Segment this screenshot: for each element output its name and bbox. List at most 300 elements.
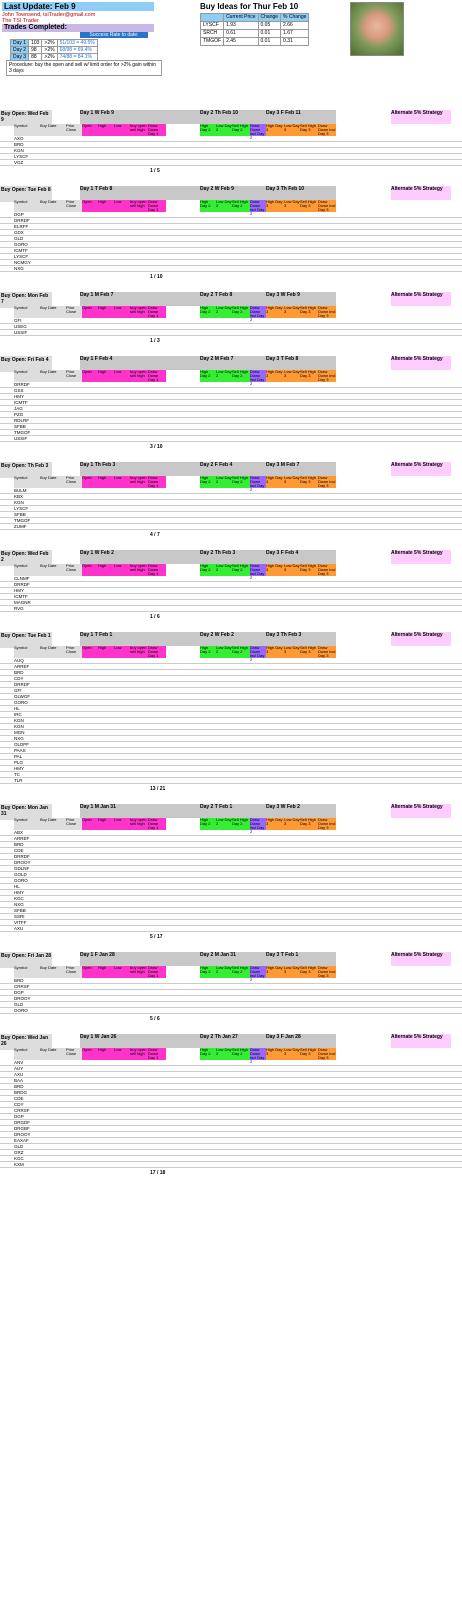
column-header: buy open sell high [130, 124, 148, 136]
row-symbol: GSS [14, 388, 24, 393]
column-header: Sell High Day 3 [300, 306, 318, 318]
column-header: Sell High Day 3 [300, 124, 318, 136]
alt-strategy-label: Alternate 5% Strategy [391, 1034, 451, 1048]
column-header: Symbol [14, 476, 40, 488]
row-symbol: HMY [14, 394, 24, 399]
column-header: Draw Down Day 1 [148, 124, 166, 136]
row-symbol: CRRSF [14, 1108, 30, 1113]
trade-section [0, 804, 462, 946]
column-header: High Day 3 [266, 124, 284, 136]
column-header: Prior Close [66, 646, 82, 658]
day1-label: Day 1 T Feb 8 [80, 186, 200, 200]
column-header: Prior Close [66, 818, 82, 830]
row-symbol: DGP [14, 212, 24, 217]
column-header: buy open sell high [130, 1048, 148, 1060]
day1-label: Day 1 M Feb 7 [80, 292, 200, 306]
row-symbol: EAXAF [14, 1138, 29, 1143]
column-header: Draw Down incl Day 3 [318, 563, 336, 576]
column-header: High Day 2 [200, 306, 216, 318]
alt-strategy-label: Alternate 5% Strategy [391, 110, 451, 124]
row-symbol: TMGOF [14, 518, 31, 523]
column-header: Sell High Day 3 [300, 818, 318, 830]
column-header: Low Day 2 [216, 818, 232, 830]
row-symbol: GORO [14, 242, 28, 247]
row-symbol: VITFF [14, 920, 27, 925]
row-symbol: GOLD [14, 872, 27, 877]
column-header: Sell High Day 2 [232, 818, 250, 830]
table-row [0, 330, 462, 336]
column-header: High [98, 370, 114, 382]
success-rate-label: Success Rate to date: [80, 32, 148, 38]
row-symbol: SFBB [14, 424, 26, 429]
row-symbol: LYSCF [14, 254, 29, 259]
column-header: Low Day 3 [284, 200, 300, 212]
section-ratio: 1 / 3 [150, 338, 160, 344]
column-header: Open [82, 370, 98, 382]
trade-section [0, 186, 462, 286]
column-header: High Day 2 [200, 818, 216, 830]
column-header: buy open sell high [130, 476, 148, 488]
column-header: Buy Date [40, 370, 66, 382]
column-header: Low [114, 966, 130, 978]
trade-section [0, 462, 462, 544]
day3-label: Day 3 F Feb 11 [266, 110, 336, 124]
column-header: Prior Close [66, 476, 82, 488]
column-header: Draw Down incl Day 2 [250, 563, 265, 580]
row-symbol: DRGBF [14, 1126, 30, 1131]
row-symbol: KGN [14, 148, 24, 153]
row-symbol: USEG [14, 324, 27, 329]
row-symbol: HL [14, 884, 20, 889]
table-row [0, 1008, 462, 1014]
row-symbol: NXG [14, 736, 24, 741]
row-symbol: AUY [14, 1066, 24, 1071]
column-header: Open [82, 1048, 98, 1060]
buy-open-label: Buy Open: Wed Jan 26 [0, 1034, 52, 1050]
column-header: Prior Close [66, 966, 82, 978]
alt-strategy-label: Alternate 5% Strategy [391, 804, 451, 818]
column-header: buy open sell high [130, 966, 148, 978]
trade-section [0, 632, 462, 798]
column-header: Symbol [14, 306, 40, 318]
trades-completed: Trades Completed: [2, 24, 154, 32]
last-update: Last Update: Feb 9 [2, 2, 154, 11]
site-name: The TSI Trader [2, 18, 39, 24]
row-symbol: CRRSF [14, 984, 30, 989]
column-header: Low Day 2 [216, 370, 232, 382]
column-header: Draw Down incl Day 2 [250, 475, 265, 492]
alt-strategy-label: Alternate 5% Strategy [391, 292, 451, 306]
column-header: Buy Date [40, 646, 66, 658]
row-symbol: BRD [14, 842, 24, 847]
buy-open-label: Buy Open: Fri Jan 28 [0, 952, 52, 968]
column-header: High Day 2 [200, 370, 216, 382]
column-header: High Day 3 [266, 200, 284, 212]
day3-label: Day 3 M Feb 7 [266, 462, 336, 476]
column-header: Open [82, 646, 98, 658]
row-symbol: PLG [14, 760, 24, 765]
author-photo [350, 2, 404, 56]
column-header: Open [82, 124, 98, 136]
column-header: buy open sell high [130, 818, 148, 830]
row-symbol: PAL [14, 754, 23, 759]
section-ratio: 1 / 6 [150, 614, 160, 620]
alt-strategy-label: Alternate 5% Strategy [391, 632, 451, 646]
section-ratio: 5 / 6 [150, 1016, 160, 1022]
column-header: Symbol [14, 564, 40, 576]
row-symbol: MAGNR [14, 600, 31, 605]
row-symbol: GLD [14, 1002, 24, 1007]
row-symbol: RDLRF [14, 418, 30, 423]
row-symbol: OLDPF [14, 742, 30, 747]
buy-open-label: Buy Open: Tue Feb 1 [0, 632, 52, 648]
column-header: Low Day 3 [284, 306, 300, 318]
row-symbol: CLNMF [14, 576, 30, 581]
column-header: High [98, 306, 114, 318]
row-symbol: DROOY [14, 860, 31, 865]
row-symbol: BRD [14, 978, 24, 983]
day1-label: Day 1 W Jan 26 [80, 1034, 200, 1048]
day1-label: Day 1 M Jan 31 [80, 804, 200, 818]
column-header: Sell High Day 2 [232, 124, 250, 136]
column-header: buy open sell high [130, 306, 148, 318]
row-symbol: BRDG [14, 1090, 28, 1095]
column-header: Symbol [14, 818, 40, 830]
trade-section [0, 292, 462, 350]
day3-label: Day 3 Th Feb 10 [266, 186, 336, 200]
row-symbol: ARREF [14, 664, 30, 669]
section-ratio: 17 / 18 [150, 1170, 166, 1176]
row-symbol: BRD [14, 142, 24, 147]
row-symbol: SFBB [14, 512, 26, 517]
column-header: High [98, 966, 114, 978]
column-header: Low Day 2 [216, 200, 232, 212]
row-symbol: NXG [14, 266, 24, 271]
column-header: Draw Down incl Day 2 [250, 645, 265, 662]
column-header: Buy Date [40, 966, 66, 978]
row-symbol: GRZ [14, 1150, 24, 1155]
column-header: Draw Down incl Day 3 [318, 369, 336, 382]
column-header: Sell High Day 2 [232, 1048, 250, 1060]
trade-section [0, 110, 462, 180]
row-symbol: GORO [14, 1008, 28, 1013]
section-ratio: 1 / 10 [150, 274, 163, 280]
day1-label: Day 1 W Feb 2 [80, 550, 200, 564]
day-stats [10, 39, 98, 61]
column-header: Open [82, 966, 98, 978]
column-header: Draw Down Day 1 [148, 200, 166, 212]
buy-ideas-table: Current Price Change % Change LYSCF 1.93 0.05 2.66 SRCH 0.61 0.01 1.67 TMGOF 2.45 0.01 0.31 [200, 13, 309, 46]
row-symbol: KGC [14, 896, 24, 901]
table-row [0, 524, 462, 530]
row-symbol: JAG [14, 406, 23, 411]
column-header: Low Day 2 [216, 966, 232, 978]
column-header: Draw Down incl Day 3 [318, 645, 336, 658]
day2-label: Day 2 T Feb 1 [200, 804, 266, 818]
row-symbol: HMY [14, 890, 24, 895]
column-header: Symbol [14, 200, 40, 212]
column-header: Prior Close [66, 200, 82, 212]
column-header: Draw Down incl Day 2 [250, 199, 265, 216]
column-header: Low Day 3 [284, 564, 300, 576]
row-symbol: TC [14, 772, 20, 777]
day2-label: Day 2 Th Feb 3 [200, 550, 266, 564]
column-header: Low Day 3 [284, 370, 300, 382]
column-header: Draw Down Day 1 [148, 818, 166, 830]
section-ratio: 13 / 21 [150, 786, 166, 792]
column-header: buy open sell high [130, 564, 148, 576]
buy-open-label: Buy Open: Tue Feb 8 [0, 186, 52, 202]
row-symbol: BRD [14, 1084, 24, 1089]
table-row [0, 266, 462, 272]
day2-label: Day 2 F Feb 4 [200, 462, 266, 476]
row-symbol: HMY [14, 588, 24, 593]
column-header: Low Day 2 [216, 1048, 232, 1060]
row-symbol: AXU [14, 926, 24, 931]
row-symbol: GORO [14, 878, 28, 883]
author-info [2, 12, 95, 24]
row-symbol: DROOY [14, 1132, 31, 1137]
column-header: Sell High Day 3 [300, 646, 318, 658]
row-symbol: HMY [14, 766, 24, 771]
column-header: Draw Down incl Day 2 [250, 305, 265, 322]
column-header: High Day 2 [200, 476, 216, 488]
buy-open-label: Buy Open: Th Feb 3 [0, 462, 52, 478]
column-header: Draw Down Day 1 [148, 646, 166, 658]
row-symbol: TMGOF [14, 430, 31, 435]
row-symbol: ARREF [14, 836, 30, 841]
column-header: Open [82, 818, 98, 830]
column-header: High [98, 564, 114, 576]
trade-section [0, 1034, 462, 1182]
column-header: Open [82, 564, 98, 576]
row-symbol: GDX [14, 230, 24, 235]
row-symbol: GLD [14, 236, 24, 241]
day2-label: Day 2 T Feb 8 [200, 292, 266, 306]
header-panel [0, 0, 462, 108]
column-header: Low [114, 200, 130, 212]
column-header: Open [82, 306, 98, 318]
column-header: High [98, 200, 114, 212]
column-header: Low Day 2 [216, 564, 232, 576]
column-header: Draw Down incl Day 2 [250, 1047, 265, 1064]
row-symbol: CDE [14, 1096, 24, 1101]
buy-open-label: Buy Open: Wed Feb 2 [0, 550, 52, 566]
buy-ideas-title: Buy Ideas for Thur Feb 10 [200, 2, 299, 11]
column-header: Sell High Day 3 [300, 1048, 318, 1060]
buy-open-label: Buy Open: Mon Feb 7 [0, 292, 52, 308]
column-header: High Day 2 [200, 564, 216, 576]
row-symbol: DRGDF [14, 1120, 30, 1125]
alt-strategy-label: Alternate 5% Strategy [391, 356, 451, 370]
row-symbol: DRRDF [14, 854, 30, 859]
column-header: Sell High Day 2 [232, 200, 250, 212]
column-header: Open [82, 476, 98, 488]
column-header: Draw Down Day 1 [148, 306, 166, 318]
column-header: buy open sell high [130, 200, 148, 212]
column-header: Symbol [14, 370, 40, 382]
column-header: High Day 2 [200, 124, 216, 136]
row-symbol: PZG [14, 412, 24, 417]
column-header: Sell High Day 3 [300, 966, 318, 978]
column-header: High Day 2 [200, 966, 216, 978]
column-header: High Day 3 [266, 1048, 284, 1060]
row-symbol: GLWGF [14, 694, 31, 699]
row-symbol: CDE [14, 848, 24, 853]
day1-label: Day 1 Th Feb 3 [80, 462, 200, 476]
column-header: Draw Down incl Day 3 [318, 817, 336, 830]
column-header: Low [114, 564, 130, 576]
column-header: Buy Date [40, 124, 66, 136]
day3-label: Day 3 T Feb 8 [266, 356, 336, 370]
day1-label: Day 1 W Feb 9 [80, 110, 200, 124]
row-symbol: KGN [14, 500, 24, 505]
column-header: Low Day 3 [284, 966, 300, 978]
row-symbol: DRRDF [14, 382, 30, 387]
column-header: High Day 3 [266, 966, 284, 978]
day2-label: Day 2 W Feb 2 [200, 632, 266, 646]
column-header: High Day 3 [266, 646, 284, 658]
column-header: Buy Date [40, 1048, 66, 1060]
column-header: High Day 2 [200, 646, 216, 658]
column-header: Draw Down incl Day 2 [250, 817, 265, 834]
day3-label: Day 3 T Feb 1 [266, 952, 336, 966]
buy-open-label: Buy Open: Fri Feb 4 [0, 356, 52, 372]
row-symbol: ANV [14, 1060, 24, 1065]
column-header: Symbol [14, 966, 40, 978]
row-symbol: KBX [14, 494, 24, 499]
row-symbol: GFI [14, 688, 22, 693]
row-symbol: BRD [14, 670, 24, 675]
row-symbol: VGZ [14, 160, 24, 165]
buy-open-label: Buy Open: Mon Jan 31 [0, 804, 52, 820]
table-row [0, 436, 462, 442]
column-header: Symbol [14, 124, 40, 136]
column-header: Draw Down incl Day 3 [318, 305, 336, 318]
column-header: Low Day 2 [216, 124, 232, 136]
row-symbol: AXO [14, 136, 24, 141]
column-header: Sell High Day 3 [300, 200, 318, 212]
column-header: Low [114, 370, 130, 382]
table-row [0, 160, 462, 166]
row-symbol: LYSCF [14, 506, 29, 511]
table-row [0, 926, 462, 932]
column-header: High Day 3 [266, 564, 284, 576]
column-header: Draw Down Day 1 [148, 476, 166, 488]
day-row: Day 3 88 >2% 74/88 = 84.1% [11, 54, 98, 61]
row-symbol: TLR [14, 778, 23, 783]
column-header: Low [114, 818, 130, 830]
day3-label: Day 3 F Jan 28 [266, 1034, 336, 1048]
buy-open-label: Buy Open: Wed Feb 9 [0, 110, 52, 126]
day1-label: Day 1 F Feb 4 [80, 356, 200, 370]
trade-section [0, 356, 462, 456]
column-header: High Day 2 [200, 1048, 216, 1060]
column-header: Low Day 3 [284, 1048, 300, 1060]
table-row [0, 778, 462, 784]
column-header: Sell High Day 3 [300, 564, 318, 576]
row-symbol: CDY [14, 1102, 24, 1107]
column-header: Low [114, 1048, 130, 1060]
column-header: High [98, 476, 114, 488]
buy-idea-row: SRCH 0.61 0.01 1.67 [201, 30, 309, 38]
row-symbol: KGN [14, 724, 24, 729]
column-header: Draw Down Day 1 [148, 370, 166, 382]
column-header: High [98, 646, 114, 658]
column-header: Low Day 2 [216, 476, 232, 488]
row-symbol: GDLNF [14, 866, 30, 871]
column-header: Sell High Day 3 [300, 476, 318, 488]
row-symbol: PAAS [14, 748, 26, 753]
row-symbol: NCMGY [14, 260, 31, 265]
section-ratio: 4 / 7 [150, 532, 160, 538]
column-header: Draw Down incl Day 3 [318, 199, 336, 212]
column-header: Sell High Day 2 [232, 564, 250, 576]
row-symbol: RVG [14, 606, 24, 611]
row-symbol: ELRFF [14, 224, 29, 229]
buy-idea-row: TMGOF 2.45 0.01 0.31 [201, 38, 309, 46]
column-header: Draw Down Day 1 [148, 564, 166, 576]
buy-idea-row: LYSCF 1.93 0.05 2.66 [201, 22, 309, 30]
column-header: buy open sell high [130, 370, 148, 382]
column-header: Draw Down incl Day 3 [318, 123, 336, 136]
day2-label: Day 2 M Feb 7 [200, 356, 266, 370]
column-header: Sell High Day 3 [300, 370, 318, 382]
column-header: High [98, 124, 114, 136]
row-symbol: SSRI [14, 914, 25, 919]
section-ratio: 1 / 5 [150, 168, 160, 174]
row-symbol: BAA [14, 1078, 24, 1083]
section-ratio: 3 / 10 [150, 444, 163, 450]
column-header: Sell High Day 2 [232, 306, 250, 318]
row-symbol: BULM [14, 488, 27, 493]
column-header: Draw Down incl Day 2 [250, 123, 265, 140]
column-header: High Day 3 [266, 818, 284, 830]
day2-label: Day 2 Th Jan 27 [200, 1034, 266, 1048]
column-header: Draw Down incl Day 3 [318, 1047, 336, 1060]
column-header: Open [82, 200, 98, 212]
column-header: Draw Down Day 1 [148, 1048, 166, 1060]
day-row: Day 2 98 >2% 68/98 = 69.4% [11, 47, 98, 54]
column-header: Symbol [14, 1048, 40, 1060]
column-header: Low Day 3 [284, 124, 300, 136]
day3-label: Day 3 F Feb 4 [266, 550, 336, 564]
alt-strategy-label: Alternate 5% Strategy [391, 952, 451, 966]
column-header: Prior Close [66, 564, 82, 576]
alt-strategy-label: Alternate 5% Strategy [391, 186, 451, 200]
column-header: Buy Date [40, 564, 66, 576]
row-symbol: AXU [14, 1072, 24, 1077]
day1-label: Day 1 F Jan 28 [80, 952, 200, 966]
column-header: Draw Down Day 1 [148, 966, 166, 978]
row-symbol: GLD [14, 1144, 24, 1149]
table-row [0, 1162, 462, 1168]
row-symbol: IRC [14, 712, 22, 717]
column-header: Low Day 2 [216, 306, 232, 318]
column-header: Sell High Day 2 [232, 476, 250, 488]
column-header: Low Day 3 [284, 818, 300, 830]
row-symbol: SFBB [14, 908, 26, 913]
column-header: buy open sell high [130, 646, 148, 658]
column-header: Buy Date [40, 200, 66, 212]
column-header: Draw Down incl Day 2 [250, 369, 265, 386]
row-symbol: DGP [14, 990, 24, 995]
column-header: Draw Down incl Day 3 [318, 475, 336, 488]
author-line: John Townsend, tsiTrader@gmail.com [2, 12, 96, 18]
row-symbol: KGC [14, 1156, 24, 1161]
alt-strategy-label: Alternate 5% Strategy [391, 462, 451, 476]
column-header: Prior Close [66, 370, 82, 382]
